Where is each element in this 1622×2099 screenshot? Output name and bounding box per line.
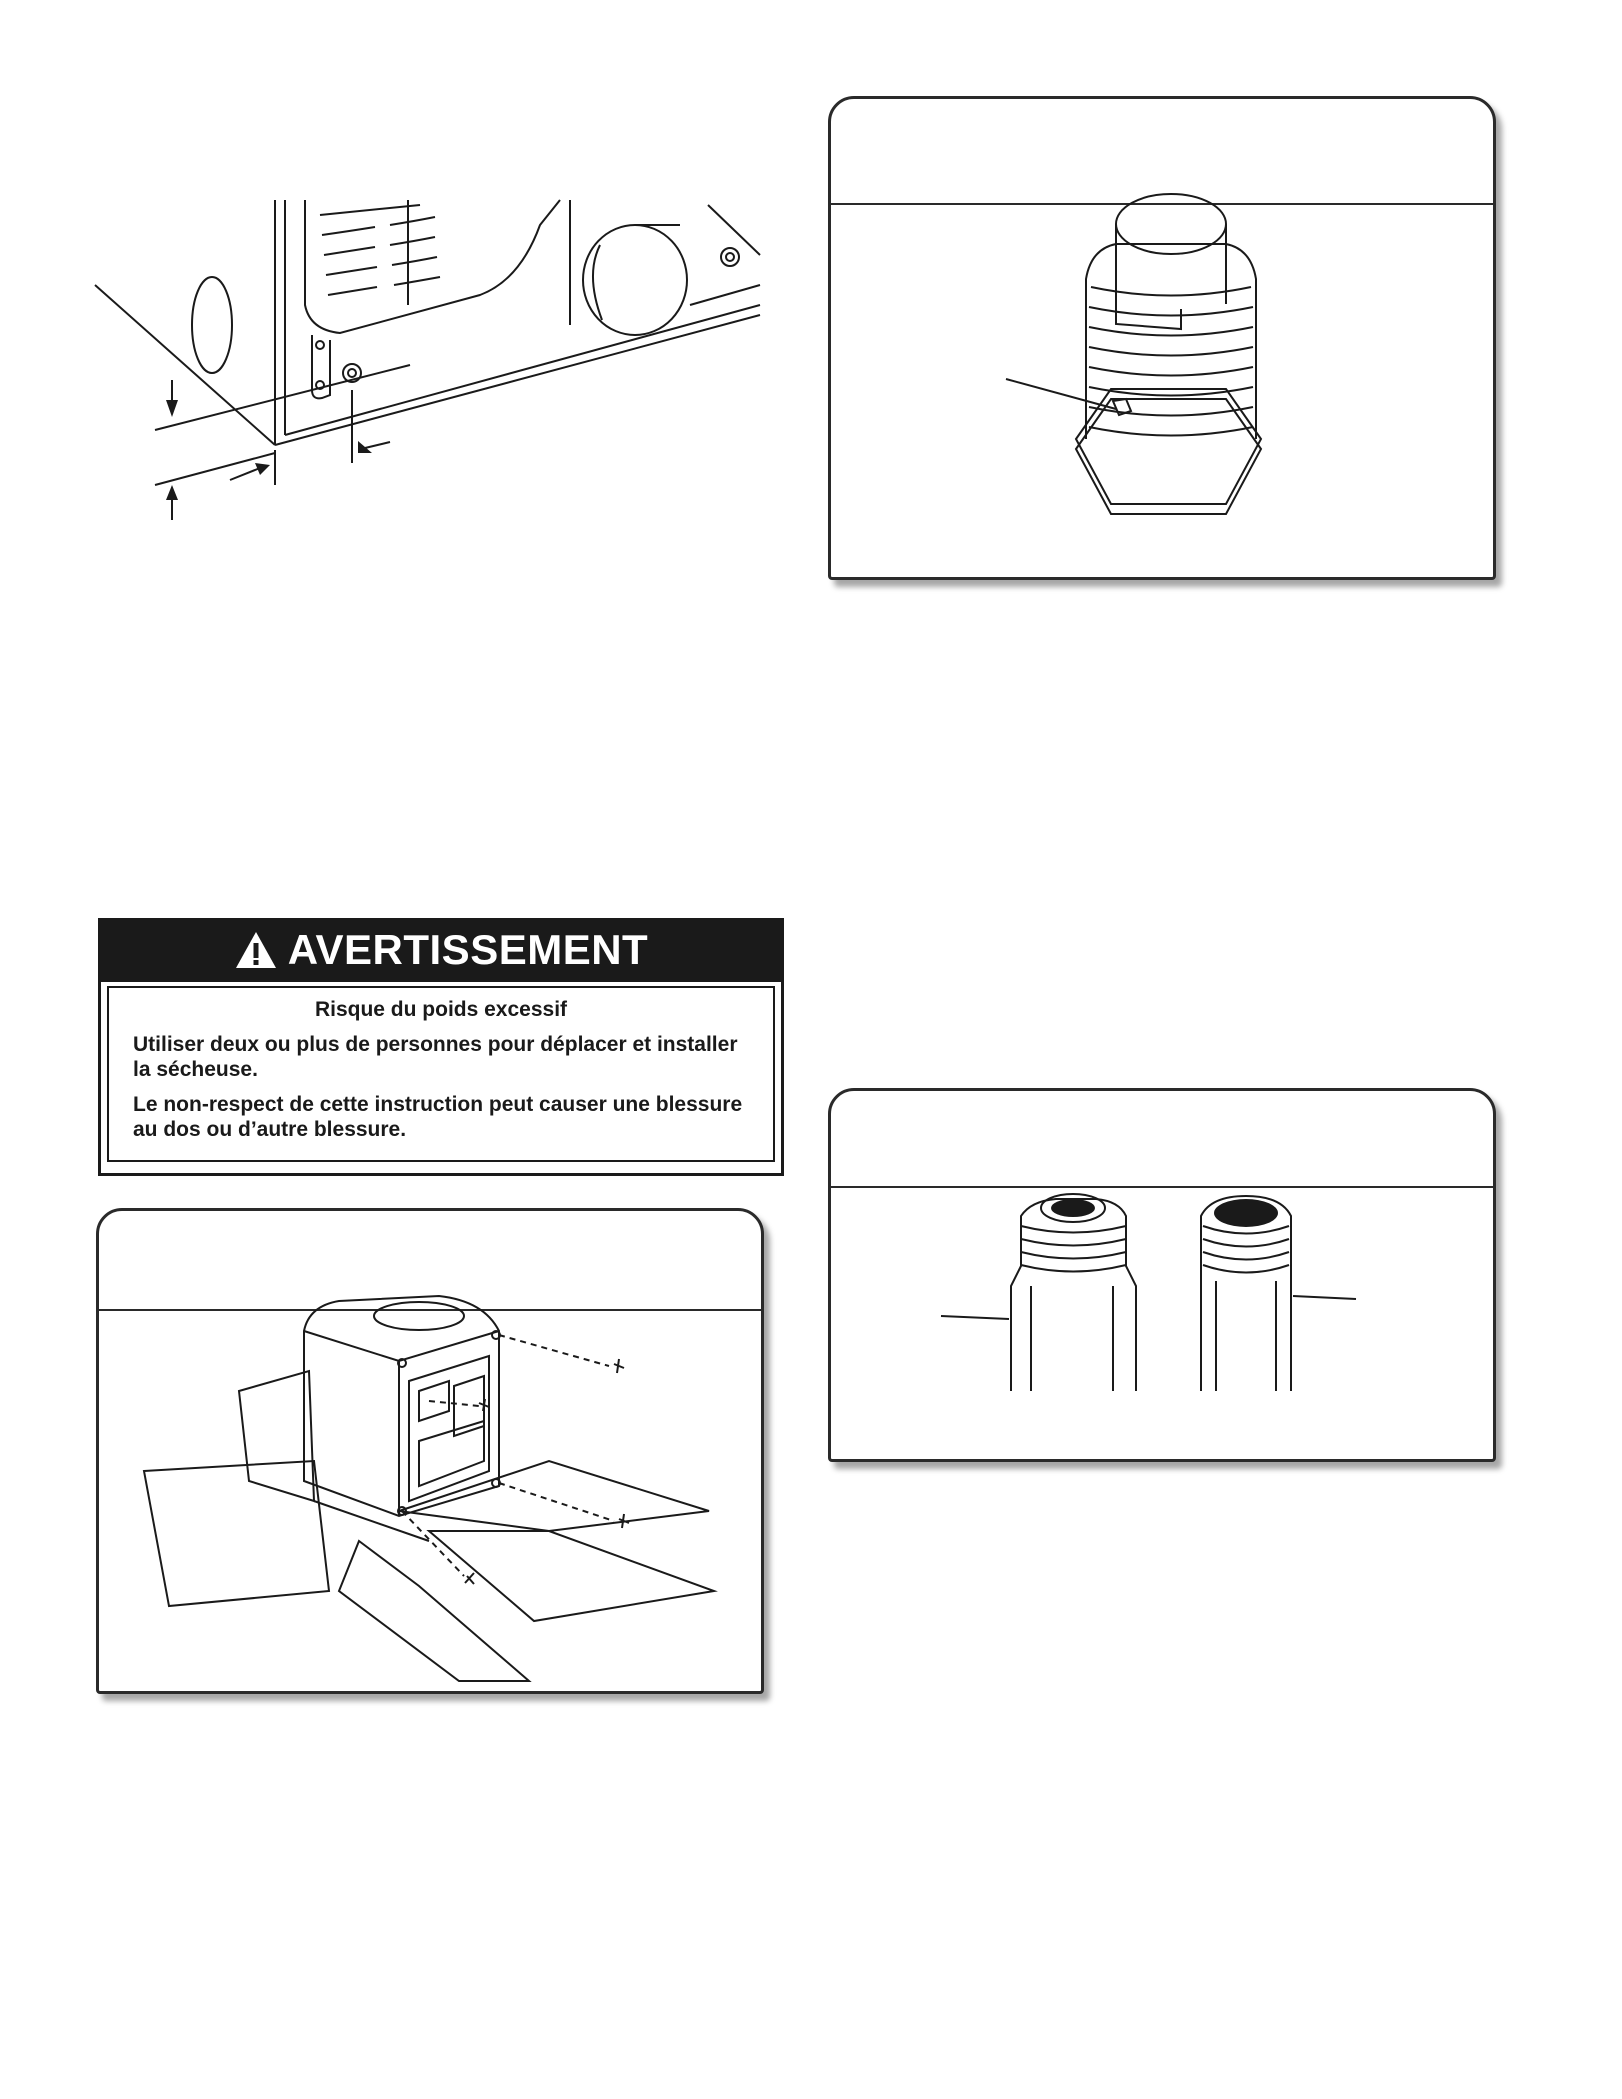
pipe-comparison-panel — [828, 1088, 1496, 1462]
warning-title: AVERTISSEMENT — [287, 926, 649, 973]
warning-header — [101, 921, 781, 982]
pipe-threads-comparison-illustration — [831, 1091, 1493, 1459]
gas-fitting-panel — [828, 96, 1496, 580]
dryer-on-cardboard-illustration — [99, 1211, 761, 1691]
dryer-cardboard-panel — [96, 1208, 764, 1694]
warning-subtitle: Risque du poids excessif — [314, 998, 568, 1021]
warning-box — [98, 918, 784, 1176]
warning-triangle-icon — [234, 930, 278, 970]
dryer-rear-corner-illustration — [90, 195, 780, 535]
gas-pipe-fitting-illustration — [831, 99, 1493, 577]
warning-instruction: Utiliser deux ou plus de personnes pour déplacer et installer la sécheuse. — [133, 1033, 738, 1081]
warning-consequence: Le non-respect de cette instruction peut causer une blessure au dos ou d’autre blessure. — [133, 1093, 743, 1141]
